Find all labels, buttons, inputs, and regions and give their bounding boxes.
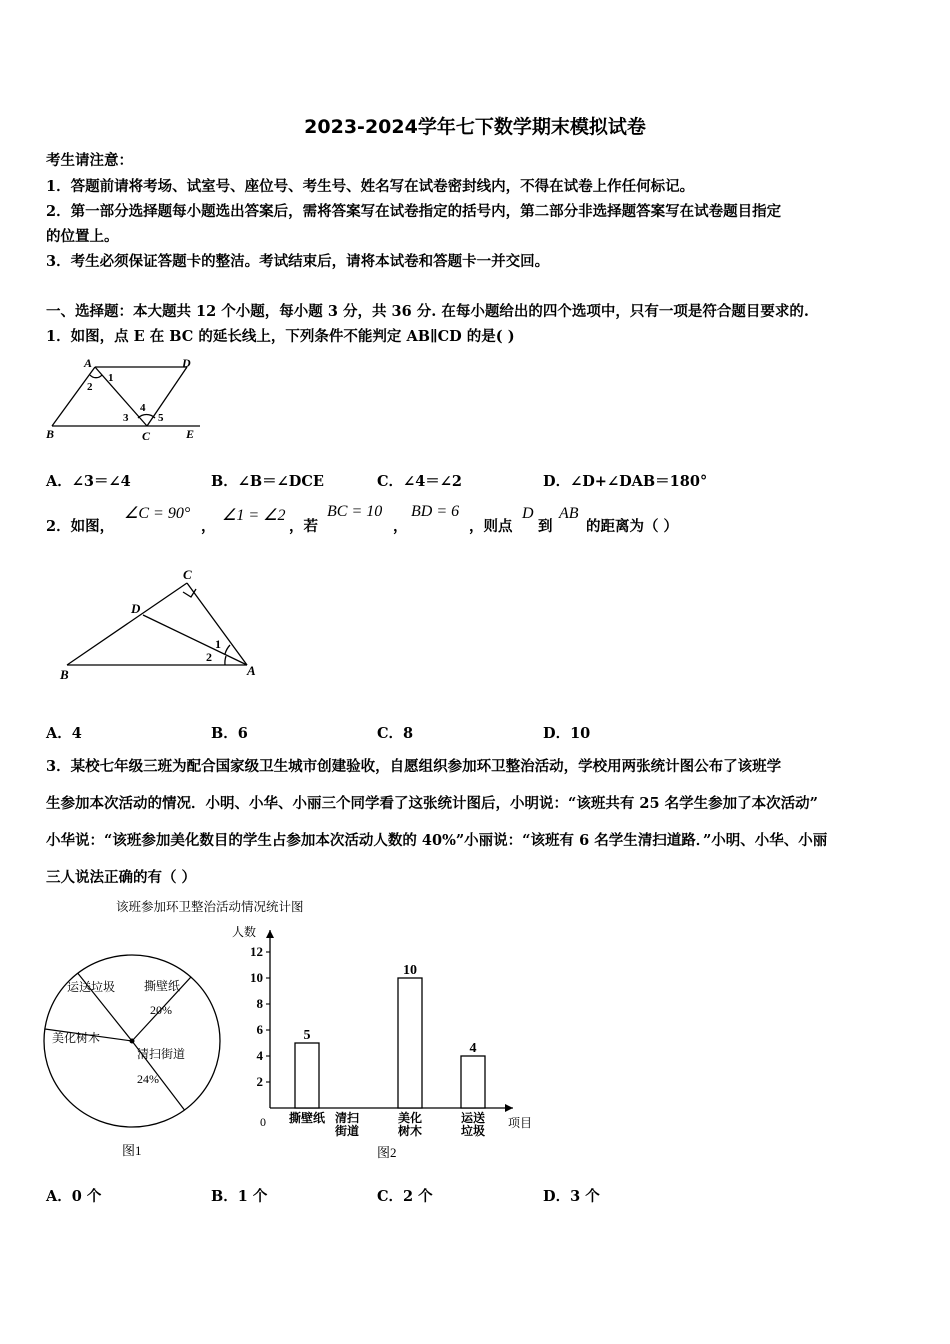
q1-option-b: B．∠B＝∠DCE (211, 473, 324, 490)
notice-item-2: 2．第一部分选择题每小题选出答案后，需将答案写在试卷指定的括号内，第二部分非选择题答案写在试卷题目指定 (46, 203, 782, 220)
q2-math-d: D (522, 505, 534, 522)
bar-category-label: 撕壁纸 (288, 1111, 326, 1125)
bar-category-label: 树木 (397, 1124, 423, 1138)
q2-sep5: 到 (538, 518, 553, 535)
q1-angle-5: 5 (158, 412, 164, 424)
pie-label-street-cleaning: 清扫街道 (137, 1047, 186, 1061)
bar-ytick-label: 4 (256, 1048, 263, 1063)
notice-item-3: 3．考生必须保证答题卡的整洁。考试结束后，请将本试卷和答题卡一并交回。 (46, 253, 550, 270)
q2-figure (55, 565, 270, 685)
q1-option-c: C．∠4＝∠2 (377, 473, 463, 490)
bar-data-label: 10 (403, 963, 417, 978)
q3-line-4: 三人说法正确的有（ ） (46, 869, 197, 886)
q1-angle-4: 4 (140, 402, 146, 414)
bar-4 (461, 1056, 485, 1108)
bar-ytick-label: 2 (256, 1074, 263, 1089)
q2-option-a: A．4 (46, 725, 82, 742)
q1-label-E: E (186, 427, 195, 441)
q1-label-B: B (46, 427, 55, 441)
pie-label-transport-garbage: 运送垃圾 (67, 980, 116, 994)
bar-ytick-label: 6 (256, 1022, 263, 1037)
q2-math-ab: AB (559, 505, 579, 522)
q2-angle-2: 2 (206, 650, 212, 664)
q3-line-3: 小华说：“该班参加美化数目的学生占参加本次活动人数的 40%”小丽说：“该班有 6 名学生清扫道路．”小明、小华、小丽 (46, 832, 828, 849)
q2-label-D: D (131, 601, 141, 616)
q3-option-b: B．1 个 (211, 1188, 268, 1205)
bar-3 (398, 978, 422, 1108)
q2-option-b: B．6 (211, 725, 248, 742)
q1-angle-2: 2 (87, 381, 93, 393)
pie-percent-street-cleaning: 24% (137, 1072, 159, 1086)
q3-option-c: C．2 个 (377, 1188, 433, 1205)
bar-data-label: 4 (469, 1041, 477, 1056)
pie-caption: 图1 (122, 1143, 142, 1158)
bar-origin-label: 0 (260, 1115, 266, 1129)
bar-category-label: 美化 (397, 1111, 423, 1125)
q3-chart-title: 该班参加环卫整治活动情况统计图 (116, 899, 304, 914)
bar-caption: 图2 (377, 1145, 397, 1160)
q2-math-bc: BC = 10 (327, 503, 383, 520)
notice-item-2-cont: 的位置上。 (46, 228, 119, 245)
q1-angle-3: 3 (123, 412, 129, 424)
q1-option-a: A．∠3＝∠4 (46, 473, 131, 490)
q3-option-d: D．3 个 (543, 1188, 600, 1205)
q2-sep3: ， (393, 518, 408, 535)
pie-label-wallpaper: 撕壁纸 (144, 979, 181, 993)
bar-ytick-label: 10 (250, 970, 263, 985)
q2-prefix: 2．如图， (46, 518, 115, 535)
bar-x-axis-arrow (505, 1104, 513, 1112)
bar-ylabel: 人数 (232, 925, 257, 939)
q2-option-d: D．10 (543, 725, 591, 742)
q2-sep2: ，若 (289, 518, 318, 535)
bar-ytick-label: 8 (256, 996, 263, 1011)
bar-y-axis-arrow (266, 930, 274, 938)
q2-label-C: C (183, 567, 192, 582)
q2-sep4: ，则点 (469, 518, 513, 535)
q1-label-D: D (182, 356, 191, 370)
pie-percent-wallpaper: 20% (150, 1003, 172, 1017)
q2-math-bd: BD = 6 (411, 503, 460, 520)
bar-category-label: 运送 (460, 1111, 486, 1125)
q3-line-1: 3．某校七年级三班为配合国家级卫生城市创建验收，自愿组织参加环卫整治活动，学校用两张统计图公布了该班学 (46, 758, 782, 775)
pie-center-dot (130, 1039, 135, 1044)
q2-sep1: ， (201, 518, 216, 535)
bar-xlabel: 项目 (508, 1116, 533, 1130)
q2-option-c: C．8 (377, 725, 414, 742)
q2-label-B: B (60, 667, 69, 682)
bar-data-label: 5 (303, 1028, 311, 1043)
bar-category-label: 垃圾 (460, 1124, 486, 1138)
q1-label-C: C (142, 429, 151, 443)
q2-suffix: 的距离为（ ） (586, 518, 679, 535)
q2-math-angles: ∠1 = ∠2 (222, 507, 286, 524)
q3-line-2: 生参加本次活动的情况．小明、小华、小丽三个同学看了这张统计图后，小明说：“该班共有 25 名学生参加了本次活动” (46, 795, 818, 812)
q1-stem: 1．如图，点 E 在 BC 的延长线上，下列条件不能判定 AB∥CD 的是( ) (46, 328, 515, 345)
q2-label-A: A (247, 663, 256, 678)
bar-chart (225, 915, 555, 1170)
q1-option-d: D．∠D+∠DAB＝180° (543, 473, 708, 490)
pie-chart (40, 950, 230, 1165)
section-heading: 一、选择题：本大题共 12 个小题，每小题 3 分，共 36 分. 在每小题给出的四个选项中，只有一项是符合题目要求的. (46, 303, 809, 320)
page-title: 2023-2024学年七下数学期末模拟试卷 (304, 116, 646, 138)
q2-angle-1: 1 (215, 637, 221, 651)
bar-1 (295, 1043, 319, 1108)
notice-item-1: 1．答题前请将考场、试室号、座位号、考生号、姓名写在试卷密封线内，不得在试卷上作任何标记。 (46, 178, 695, 195)
pie-label-tree-beautify: 美化树木 (52, 1031, 101, 1045)
bar-ytick-label: 12 (250, 944, 263, 959)
notice-heading: 考生请注意： (46, 152, 133, 169)
q1-label-A: A (84, 356, 93, 370)
q3-option-a: A．0 个 (46, 1188, 102, 1205)
q1-figure (40, 354, 210, 444)
bar-category-label: 街道 (334, 1124, 360, 1138)
q2-math-angle-c: ∠C = 90° (124, 505, 191, 522)
q1-angle-1: 1 (108, 372, 114, 384)
bar-category-label: 清扫 (334, 1111, 360, 1125)
